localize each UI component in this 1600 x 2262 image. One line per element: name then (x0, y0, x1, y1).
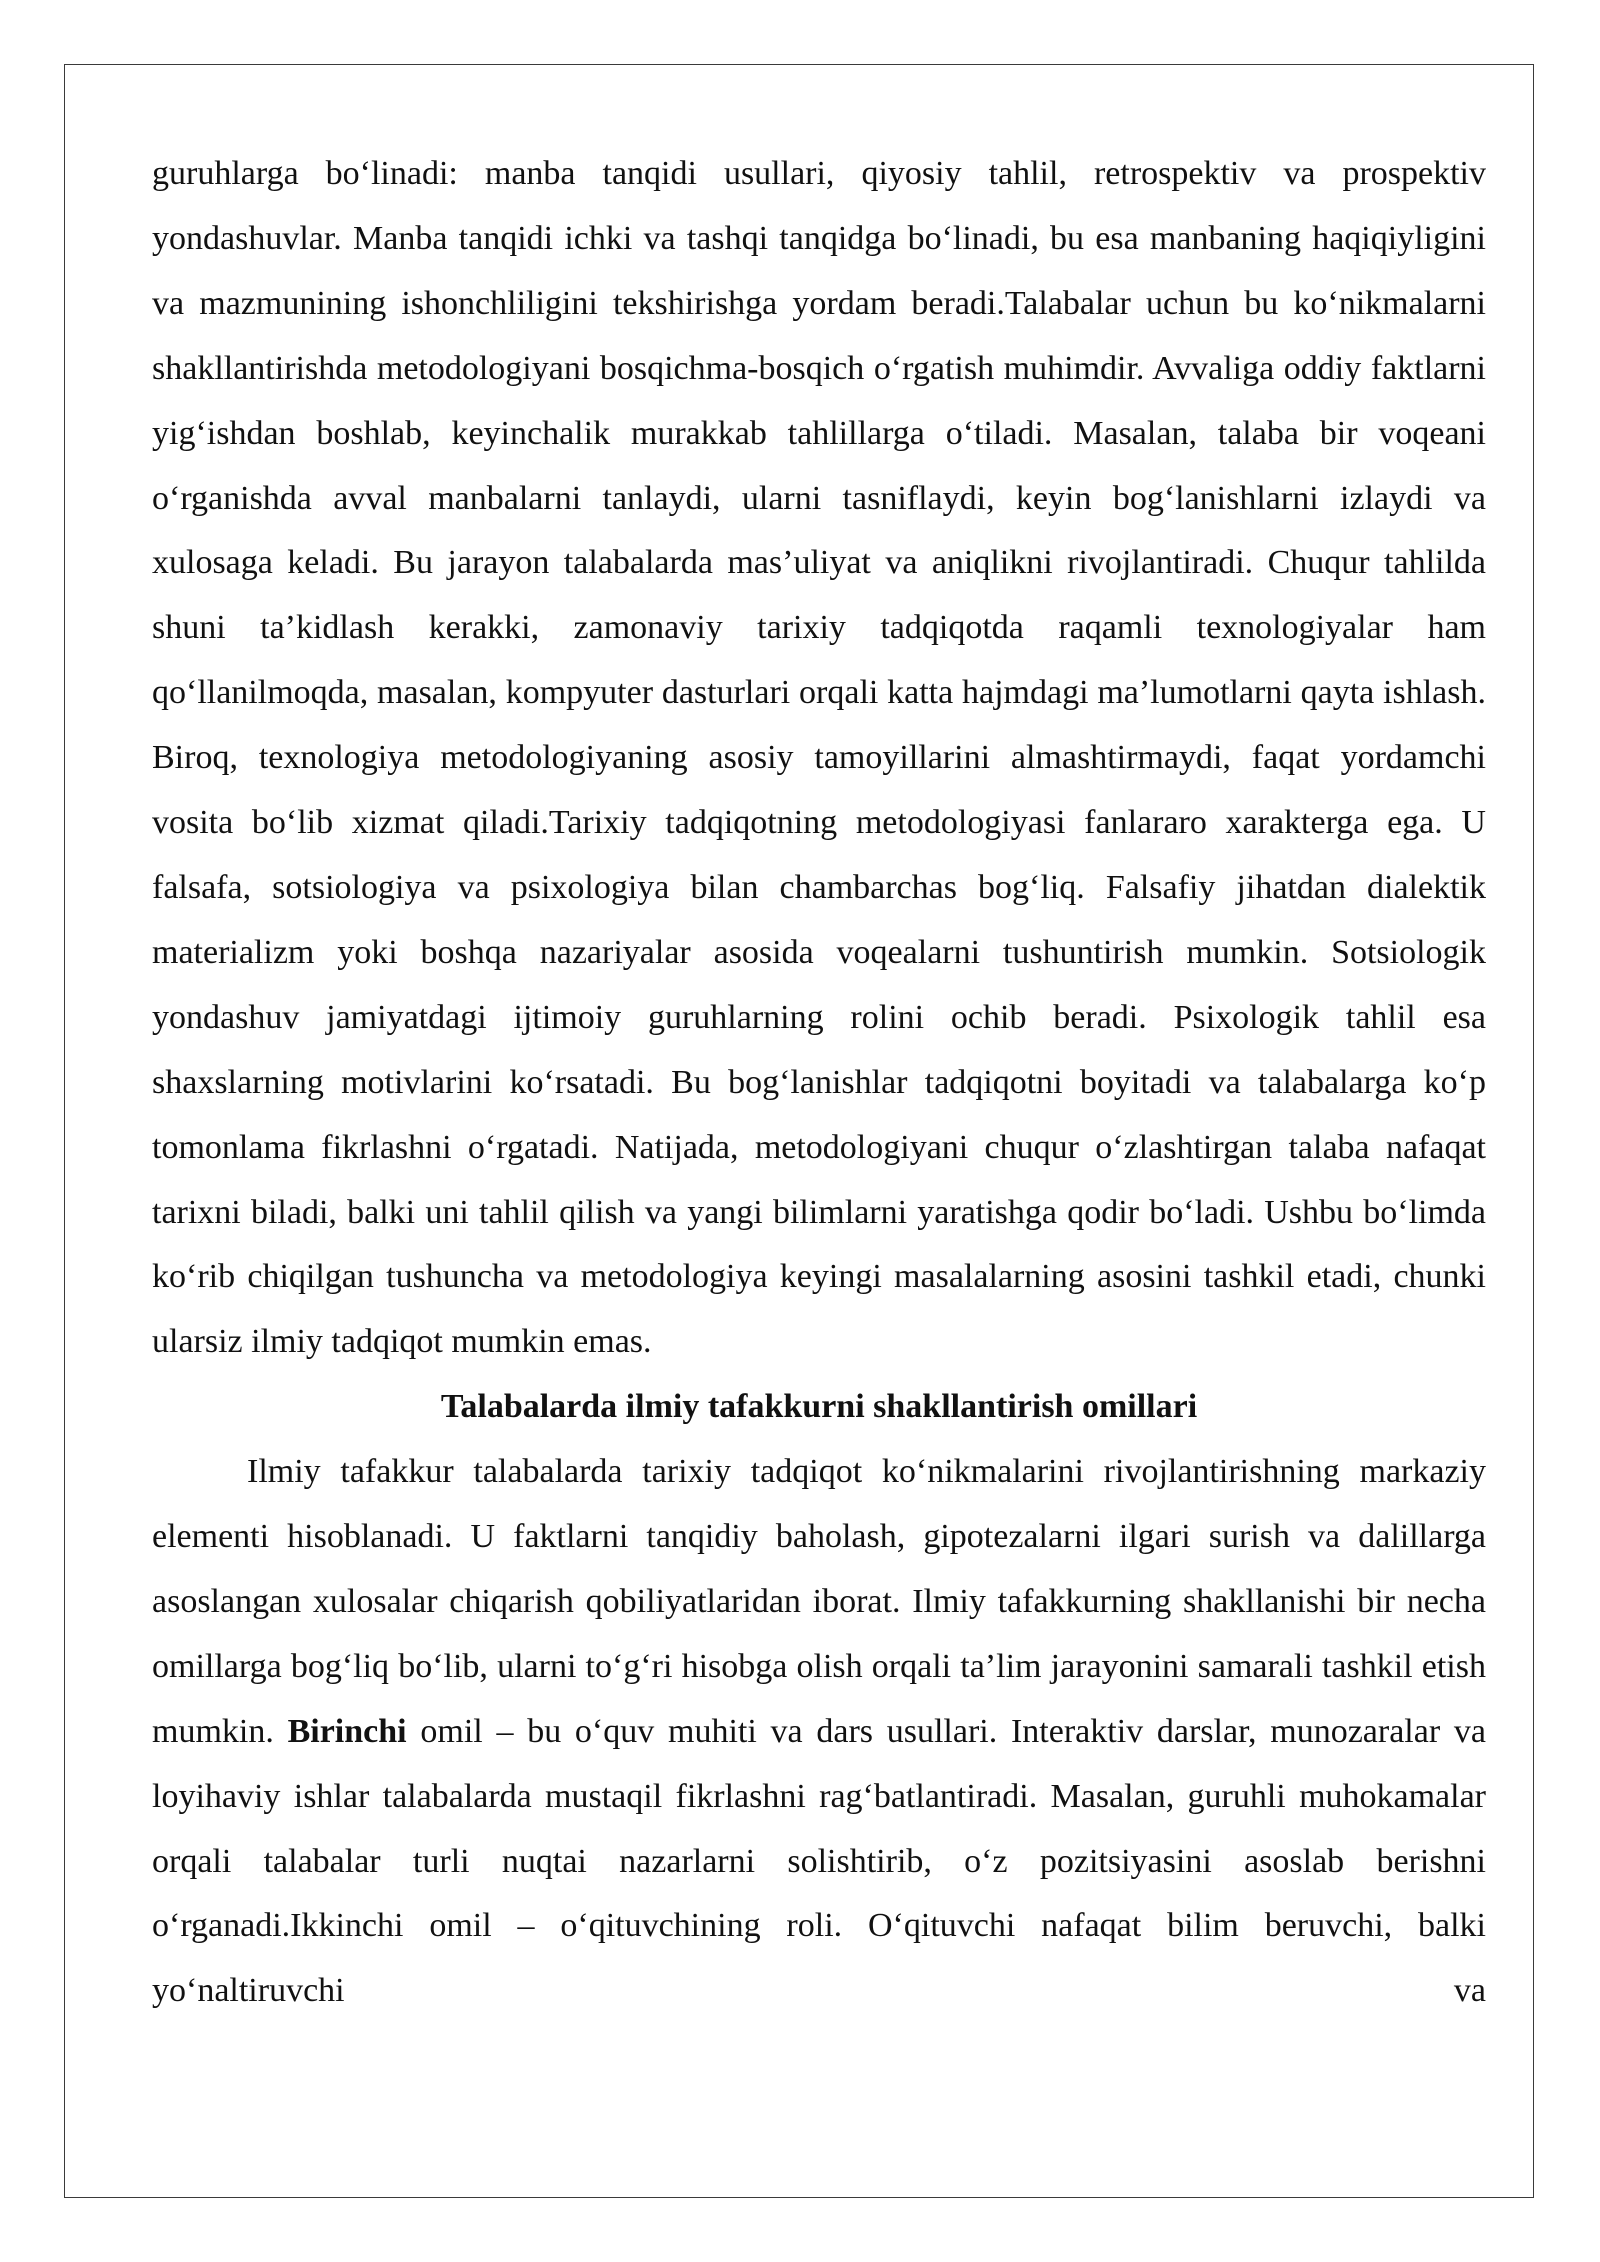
body-paragraph-2 (152, 1440, 1486, 2024)
bold-term-birinchi: Birinchi (287, 1712, 407, 1750)
paragraph-2-text-start: Ilmiy tafakkur talabalarda tarixiy tadqiqot ko‘nikmalarini rivojlantirishning markaziy elementi hisoblanadi. U faktlarni tanqidiy baholash, gipotezalarni ilgari surish va dalillarga asoslangan xulosalar chiqarish qobiliyatlaridan iborat. Ilmiy tafakkurning shakllanishi bir necha omillarga bog‘liq bo‘lib, ularni to‘g‘ri hisobga olish orqali ta’lim jarayonini samarali tashkil etish mumkin. (152, 1453, 1486, 1750)
document-body (152, 142, 1486, 2024)
section-heading: Talabalarda ilmiy tafakkurni shakllantirish omillari (440, 1388, 1198, 1426)
paragraph-2-text-end: omil – bu o‘quv muhiti va dars usullari. Interaktiv darslar, munozaralar va loyihaviy ishlar talabalarda mustaqil fikrlashni rag‘batlantiradi. Masalan, guruhli muhokamalar orqali talabalar turli nuqtai nazarlarni solishtirib, o‘z pozitsiyasini asoslab berishni o‘rganadi.Ikkinchi omil – o‘qituvchining roli. O‘qituvchi nafaqat bilim beruvchi, balki yo‘naltiruvchi va (152, 1712, 1487, 2010)
body-paragraph-1: guruhlarga bo‘linadi: manba tanqidi usullari, qiyosiy tahlil, retrospektiv va prospektiv yondashuvlar. Manba tanqidi ichki va tashqi tanqidga bo‘linadi, bu esa manbaning haqiqiyligini va mazmunining ishonchliligini tekshirishga yordam beradi.Talabalar uchun bu ko‘nikmalarni shakllantirishda metodologiyani bosqichma-bosqich o‘rgatish muhimdir. Avvaliga oddiy faktlarni yig‘ishdan boshlab, keyinchalik murakkab tahlillarga o‘tiladi. Masalan, talaba bir voqeani o‘rganishda avval manbalarni tanlaydi, ularni tasniflaydi, keyin bog‘lanishlarni izlaydi va xulosaga keladi. Bu jarayon talabalarda mas’uliyat va aniqlikni rivojlantiradi. Chuqur tahlilda shuni ta’kidlash kerakki, zamonaviy tarixiy tadqiqotda raqamli texnologiyalar ham qo‘llanilmoqda, masalan, kompyuter dasturlari orqali katta hajmdagi ma’lumotlarni qayta ishlash. Biroq, texnologiya metodologiyaning asosiy tamoyillarini almashtirmaydi, faqat yordamchi vosita bo‘lib xizmat qiladi.Tarixiy tadqiqotning metodologiyasi fanlararo xarakterga ega. U falsafa, sotsiologiya va psixologiya bilan chambarchas bog‘liq. Falsafiy jihatdan dialektik materializm yoki boshqa nazariyalar asosida voqealarni tushuntirish mumkin. Sotsiologik yondashuv jamiyatdagi ijtimoiy guruhlarning rolini ochib beradi. Psixologik tahlil esa shaxslarning motivlarini ko‘rsatadi. Bu bog‘lanishlar tadqiqotni boyitadi va talabalarga ko‘p tomonlama fikrlashni o‘rgatadi. Natijada, metodologiyani chuqur o‘zlashtirgan talaba nafaqat tarixni biladi, balki uni tahlil qilish va yangi bilimlarni yaratishga qodir bo‘ladi. Ushbu bo‘limda ko‘rib chiqilgan tushuncha va metodologiya keyingi masalalarning asosini tashkil etadi, chunki ularsiz ilmiy tadqiqot mumkin emas. (152, 155, 1486, 1361)
